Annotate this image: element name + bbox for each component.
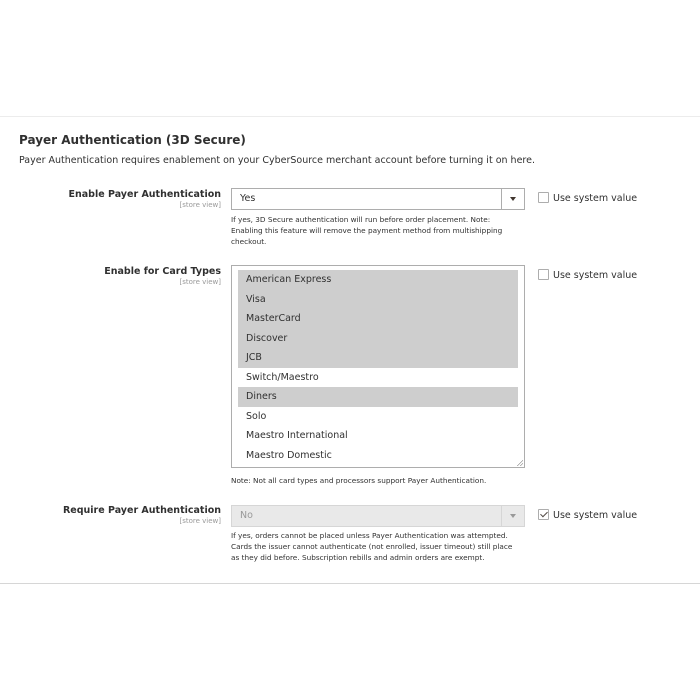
use-system-value-checkbox[interactable] [538,192,549,203]
card-type-option[interactable]: Switch/Maestro [246,371,319,383]
section-description: Payer Authentication requires enablement on your CyberSource merchant account before turning it on here. [19,155,535,166]
note-line: If yes, 3D Secure authentication will run before order placement. Note: [231,215,491,224]
card-type-option[interactable]: Maestro International [246,430,348,441]
use-system-value-checkbox[interactable] [538,509,549,520]
require-payer-auth-label [63,504,221,526]
note-line: checkout. [231,237,267,246]
select-value: No [240,510,253,521]
resize-handle-icon[interactable] [516,459,523,466]
dropdown-toggle[interactable] [501,189,524,209]
bottom-divider [0,583,700,584]
use-system-value-label: Use system value [553,510,638,521]
card-type-option[interactable]: Discover [238,329,518,349]
enable-payer-auth-select[interactable] [231,188,525,210]
note-line: as they did before. Subscription rebills and admin orders are exempt. [231,553,485,562]
note-line: Enabling this feature will remove the payment method from multishipping [231,226,503,235]
require-payer-auth-use-system-value[interactable] [538,509,637,521]
card-type-option[interactable]: MasterCard [238,309,518,329]
require-payer-auth-select[interactable] [231,505,525,527]
card-type-option[interactable]: Visa [238,290,518,310]
note-line: Cards the issuer cannot authenticate (not enrolled, issuer timeout) still place [231,542,513,551]
card-types-label [104,265,221,287]
card-type-option[interactable]: Diners [238,387,518,407]
select-value: Yes [240,193,256,204]
card-type-option[interactable]: American Express [238,270,518,290]
top-divider [0,116,700,117]
field-scope: [store view] [179,517,221,525]
field-label: Enable for Card Types [104,266,221,277]
use-system-value-checkbox[interactable] [538,269,549,280]
card-type-option[interactable]: Maestro Domestic [246,449,332,461]
dropdown-toggle[interactable] [501,506,524,526]
card-type-option[interactable]: JCB [238,348,518,368]
note-line: If yes, orders cannot be placed unless Payer Authentication was attempted. [231,531,508,540]
enable-payer-auth-note [231,214,521,247]
chevron-down-icon [510,197,516,201]
use-system-value-label: Use system value [553,193,638,204]
enable-payer-auth-label [69,188,221,210]
card-types-multiselect[interactable] [231,265,525,468]
card-type-option[interactable]: Solo [246,410,267,422]
card-types-use-system-value[interactable] [538,269,637,281]
use-system-value-label: Use system value [553,270,638,281]
card-types-note: Note: Not all card types and processors support Payer Authentication. [231,476,487,485]
enable-payer-auth-use-system-value[interactable] [538,192,637,204]
require-payer-auth-note [231,530,521,563]
chevron-down-icon [510,514,516,518]
field-scope: [store view] [179,278,221,286]
field-scope: [store view] [179,201,221,209]
field-label: Enable Payer Authentication [68,189,221,200]
section-title: Payer Authentication (3D Secure) [19,133,246,147]
field-label: Require Payer Authentication [62,505,221,516]
